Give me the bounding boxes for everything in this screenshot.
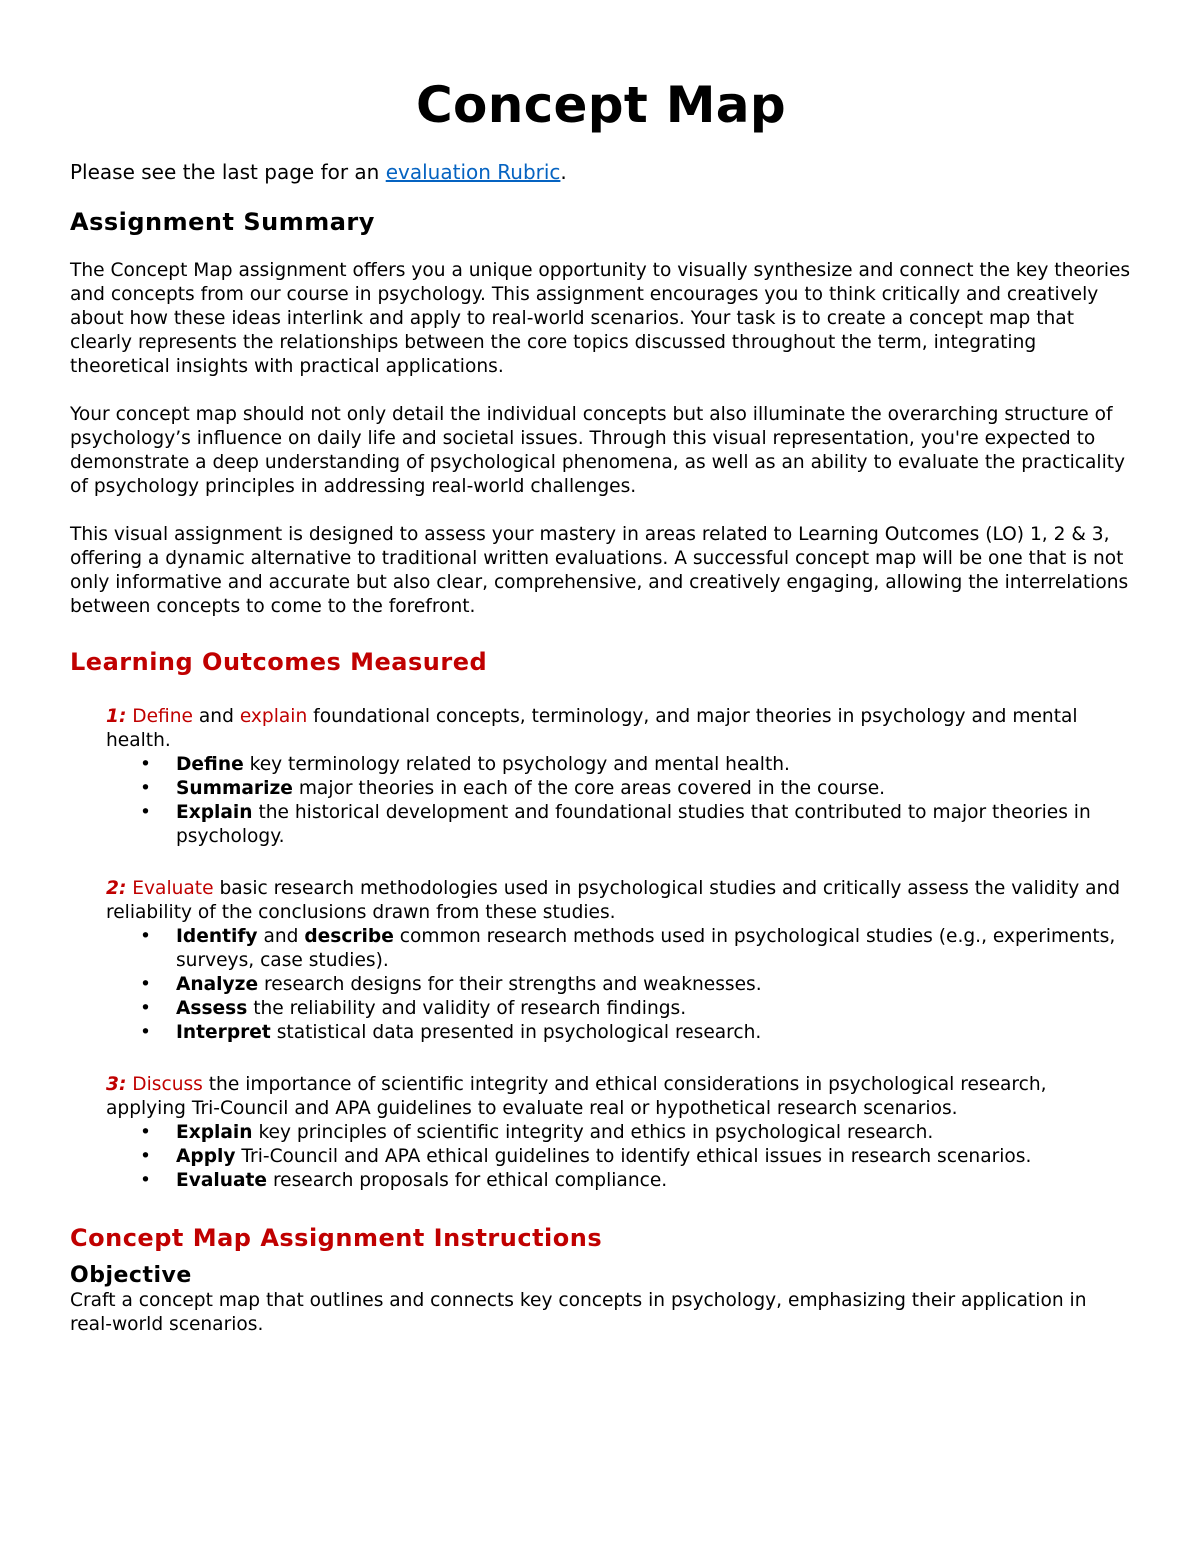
bullet-verb: describe: [304, 926, 394, 947]
bullet-icon: •: [140, 802, 151, 823]
bullet-verb: Apply: [176, 1146, 236, 1167]
bullet-verb: Interpret: [176, 1022, 271, 1043]
bullet-text: key principles of scientific integrity and ethics in psychological research.: [252, 1122, 934, 1143]
bullet-verb: Explain: [176, 802, 253, 823]
outcome-number: 1:: [106, 706, 127, 727]
instructions-heading: Concept Map Assignment Instructions: [70, 1224, 603, 1252]
bullet-text: common research methods used in psychological studies (e.g., experiments, surveys, case studies).: [176, 926, 1116, 971]
bullet-icon: •: [140, 1022, 151, 1043]
bullet-verb: Identify: [176, 926, 258, 947]
learning-outcome-3: [106, 1073, 1132, 1193]
rubric-note-text: Please see the last page for an: [70, 160, 386, 184]
bullet-verb: Evaluate: [176, 1170, 268, 1191]
bullet-conjunction: and: [257, 926, 305, 947]
outcome-conjunction: and: [193, 706, 240, 727]
bullet-text: the reliability and validity of research findings.: [247, 998, 687, 1019]
list-item: [140, 1145, 1132, 1169]
list-item: [140, 753, 1132, 777]
document-page: [70, 0, 1132, 1337]
outcome-verb: Evaluate: [132, 878, 214, 899]
outcome-verb: explain: [239, 706, 308, 727]
rubric-note: [70, 160, 1132, 184]
list-item: [140, 801, 1132, 849]
rubric-note-period: .: [560, 160, 567, 184]
list-item: [140, 925, 1132, 973]
outcome-bullet-list: [106, 925, 1132, 1045]
outcome-statement: [106, 1073, 1132, 1121]
bullet-icon: •: [140, 1146, 151, 1167]
evaluation-rubric-link[interactable]: evaluation Rubric: [385, 160, 561, 184]
bullet-text: statistical data presented in psychological research.: [270, 1022, 762, 1043]
bullet-text: research proposals for ethical compliance.: [267, 1170, 668, 1191]
bullet-text: research designs for their strengths and weaknesses.: [258, 974, 762, 995]
assignment-summary-heading: Assignment Summary: [70, 208, 375, 236]
bullet-text: the historical development and foundational studies that contributed to major theories in psychology.: [176, 802, 1091, 847]
bullet-verb: Define: [176, 754, 244, 775]
list-item: [140, 1121, 1132, 1145]
outcome-bullet-list: [106, 1121, 1132, 1193]
list-item: [140, 973, 1132, 997]
bullet-text: Tri-Council and APA ethical guidelines to identify ethical issues in research scenarios.: [235, 1146, 1032, 1167]
bullet-verb: Analyze: [176, 974, 259, 995]
outcome-verb: Define: [132, 706, 193, 727]
bullet-icon: •: [140, 1122, 151, 1143]
list-item: [140, 1021, 1132, 1045]
outcome-bullet-list: [106, 753, 1132, 849]
summary-paragraph-2: Your concept map should not only detail the individual concepts but also illuminate the overarching structure of psychology’s influence on daily life and societal issues. Through this visual representation, you're expected to demonstrate a deep understanding of psychological phenomena, as well as an ability to evaluate the practicality of psychology principles in addressing real-world challenges.: [70, 404, 1126, 497]
outcome-statement: [106, 705, 1132, 753]
bullet-icon: •: [140, 1170, 151, 1191]
list-item: [140, 997, 1132, 1021]
outcome-number: 2:: [106, 878, 127, 899]
bullet-text: major theories in each of the core areas covered in the course.: [292, 778, 886, 799]
bullet-icon: •: [140, 778, 151, 799]
bullet-verb: Assess: [176, 998, 248, 1019]
bullet-icon: •: [140, 754, 151, 775]
outcome-text: foundational concepts, terminology, and major theories in psychology and mental health.: [106, 706, 1078, 751]
list-item: [140, 1169, 1132, 1193]
bullet-icon: •: [140, 926, 151, 947]
list-item: [140, 777, 1132, 801]
summary-paragraph-1: The Concept Map assignment offers you a unique opportunity to visually synthesize and connect the key theories and concepts from our course in psychology. This assignment encourages you to think critically and creatively about how these ideas interlink and apply to real-world scenarios. Your task is to create a concept map that clearly represents the relationships between the core topics discussed throughout the term, integrating theoretical insights with practical applications.: [70, 260, 1131, 377]
outcome-number: 3:: [106, 1074, 127, 1095]
learning-outcome-2: [106, 877, 1132, 1045]
objective-heading: Objective: [70, 1263, 192, 1288]
learning-outcomes-heading: Learning Outcomes Measured: [70, 648, 488, 676]
bullet-icon: •: [140, 998, 151, 1019]
summary-paragraph-3: This visual assignment is designed to assess your mastery in areas related to Learning Outcomes (LO) 1, 2 & 3, offering a dynamic alternative to traditional written evaluations. A successful concept map will be one that is not only informative and accurate but also clear, comprehensive, and creatively engaging, allowing the interrelations between concepts to come to the forefront.: [70, 524, 1129, 617]
outcome-text: the importance of scientific integrity and ethical considerations in psychological research, applying Tri-Council and APA guidelines to evaluate real or hypothetical research scenarios.: [106, 1074, 1047, 1119]
learning-outcome-1: [106, 705, 1132, 849]
bullet-icon: •: [140, 974, 151, 995]
bullet-text: key terminology related to psychology and mental health.: [243, 754, 790, 775]
outcome-text: basic research methodologies used in psychological studies and critically assess the validity and reliability of the conclusions drawn from these studies.: [106, 878, 1121, 923]
outcome-statement: [106, 877, 1132, 925]
page-title: Concept Map: [416, 76, 786, 134]
bullet-verb: Explain: [176, 1122, 253, 1143]
objective-text: Craft a concept map that outlines and connects key concepts in psychology, emphasizing their application in real-world scenarios.: [70, 1290, 1087, 1335]
bullet-verb: Summarize: [176, 778, 293, 799]
outcome-verb: Discuss: [132, 1074, 203, 1095]
